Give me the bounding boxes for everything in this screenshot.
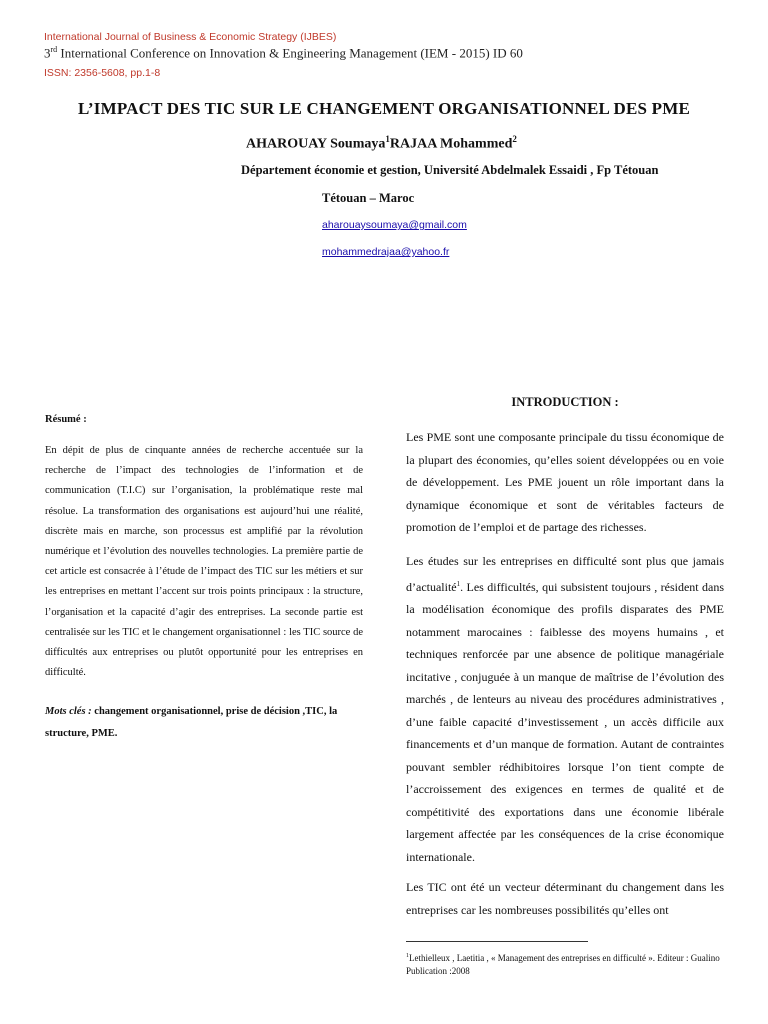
- author-1-email-link[interactable]: aharouaysoumaya@gmail.com: [322, 219, 467, 231]
- paragraph-2-start: Les études sur les entreprises en difficulté sont plus que jamais d’actualité: [406, 554, 724, 594]
- affiliation-city: Tétouan – Maroc: [322, 191, 415, 205]
- journal-name: International Journal of Business & Economic Strategy (IJBES): [44, 31, 337, 43]
- introduction-heading: INTRODUCTION :: [511, 395, 619, 409]
- footnote-text: Lethielleux , Laetitia , « Management des entreprises en difficulté ». Editeur : Gualino Publication :2008: [406, 953, 720, 976]
- footnote-reference-mark[interactable]: 1: [456, 579, 461, 588]
- footnote-number: 1: [406, 953, 409, 959]
- paragraph-2-rest: . Les difficultés, qui subsistent toujours , résident dans la modélisation économique des profils disparates des PME notamment marocaines : faiblesse des moyens humains , et techniques renforcée par une absence de politique managériale incitative , conjuguée à un manque de maîtrise de l’évolution des marchés , de lenteurs au niveau des procédures administratives , d’une faible capacité d’investissement , un accès difficile aux financements et d’un manque de formation. Autant de contraintes pouvant sembler rédhibitoires lorsque l’on tient compte de l’accroissement des exigences en termes de qualité et de compétitivité des exportations dans une économie libérale largement affectée par les conséquences de la crise économique internationale.: [406, 579, 724, 864]
- author-2-name: RAJAA Mohammed: [389, 136, 513, 152]
- author-1-name: AHAROUAY Soumaya: [246, 136, 386, 152]
- keywords-label: Mots clés :: [45, 706, 92, 717]
- conference-ordinal-number: 3: [44, 45, 51, 61]
- introduction-paragraph-1: Les PME sont une composante principale du tissu économique de la plupart des économies, qu’elles soient développées ou en voie de développement. Les PME jouent un rôle important dans la dynamique économique et sont de véritables facteurs de promotion de l’emploi et de partage des richesses.: [406, 430, 724, 534]
- author-2-affiliation-mark: 2: [512, 134, 517, 144]
- introduction-paragraph-3: Les TIC ont été un vecteur déterminant du changement dans les entreprises car les nombreuses possibilités qu’elles ont: [406, 880, 724, 917]
- introduction-paragraph-2: [406, 550, 724, 868]
- author-2-email-link[interactable]: mohammedrajaa@yahoo.fr: [322, 246, 450, 258]
- conference-name: International Conference on Innovation & Engineering Management (IEM - 2015) ID 60: [57, 45, 523, 61]
- author-line: [246, 134, 517, 153]
- keywords-text: changement organisationnel, prise de décision ,TIC, la structure, PME.: [45, 706, 338, 739]
- footnote: [406, 950, 724, 978]
- conference-ordinal-suffix: rd: [50, 45, 58, 54]
- abstract-text: En dépit de plus de cinquante années de recherche accentuée sur la recherche de l’impact des technologies de l’information et de communication (T.I.C) sur l’organisation, la problématique reste mal résolue. La transformation des organisations est aujourd’hui une réalité, discrète mais en marche, son processus est amplifié par la révolution numérique et l’évolution des nouvelles technologies. La première partie de cet article est consacrée à l’étude de l’impact des TIC sur les métiers et sur les entreprises en mettant l’accent sur trois points principaux : la structure, l’organisation et la capacité d’agir des entreprises. La seconde partie est centralisée sur les TIC et le changement organisationnel : les TIC source de difficultés aux entreprises ou plutôt opportunité pour les entreprises en difficulté.: [45, 445, 363, 679]
- issn-line: ISSN: 2356-5608, pp.1-8: [44, 67, 161, 79]
- affiliation-department: Département économie et gestion, Université Abdelmalek Essaidi , Fp Tétouan: [241, 163, 659, 177]
- abstract-heading: Résumé :: [45, 414, 87, 425]
- keywords-block: [45, 701, 363, 745]
- author-1-affiliation-mark: 1: [385, 134, 390, 144]
- paper-title: L’IMPACT DES TIC SUR LE CHANGEMENT ORGANISATIONNEL DES PME: [77, 99, 691, 118]
- footnote-divider: [406, 941, 588, 942]
- conference-line: [44, 45, 523, 61]
